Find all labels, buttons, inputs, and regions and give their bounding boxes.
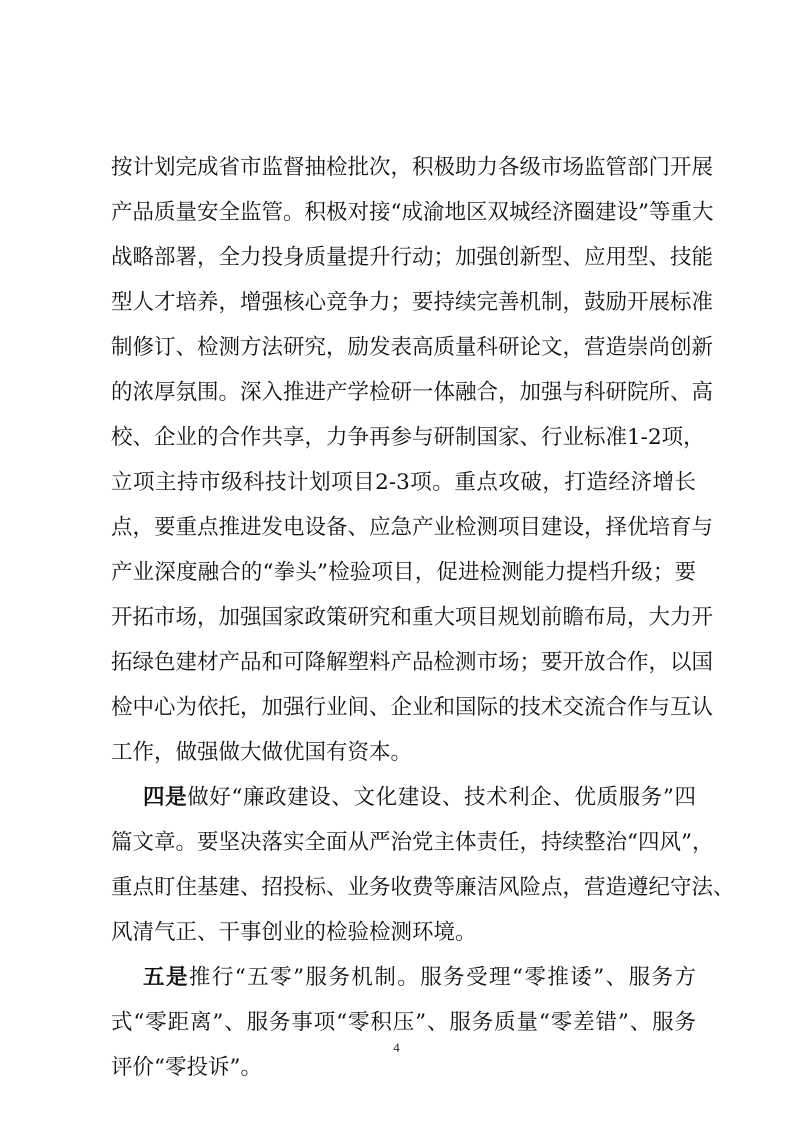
paragraph-line: 检中心为依托，加强行业间、企业和国际的技术交流合作与互认 bbox=[111, 695, 714, 720]
paragraph-line: 重点盯住基建、招投标、业务收费等廉洁风险点，营造遵纪守法、 bbox=[111, 875, 735, 900]
paragraph-line: 制修订、检测方法研究，励发表高质量科研论文，营造崇尚创新 bbox=[111, 335, 714, 360]
page-number: 4 bbox=[393, 1040, 400, 1055]
paragraph-lead: 五是 bbox=[143, 965, 189, 990]
paragraph-line: 按计划完成省市监督抽检批次，积极助力各级市场监管部门开展 bbox=[111, 155, 714, 180]
paragraph-line: 篇文章。要坚决落实全面从严治党主体责任，持续整治“四风”， bbox=[111, 830, 714, 855]
paragraph-line: 风清气正、干事创业的检验检测环境。 bbox=[111, 920, 477, 945]
paragraph-first-line bbox=[143, 960, 696, 996]
paragraph-line: 点，要重点推进发电设备、应急产业检测项目建设，择优培育与 bbox=[111, 515, 714, 540]
paragraph-line: 立项主持市级科技计划项目2-3项。重点攻破，打造经济增长 bbox=[111, 470, 696, 495]
paragraph-line: 工作，做强做大做优国有资本。 bbox=[111, 740, 413, 765]
paragraph-line: 产品质量安全监管。积极对接“成渝地区双城经济圈建设”等重大 bbox=[111, 200, 714, 225]
paragraph-line: 校、企业的合作共享，力争再参与研制国家、行业标准1-2项， bbox=[111, 425, 705, 450]
paragraph-line: 评价“零投诉”。 bbox=[111, 1055, 262, 1080]
paragraph-line: 式“零距离”、服务事项“零积压”、服务质量“零差错”、服务 bbox=[111, 1010, 696, 1035]
paragraph-line: 开拓市场，加强国家政策研究和重大项目规划前瞻布局，大力开 bbox=[111, 605, 714, 630]
paragraph-first-line-text: 做好“廉政建设、文化建设、技术利企、优质服务”四 bbox=[187, 785, 696, 810]
paragraph-first-line-text: 推行“五零”服务机制。服务受理“零推诿”、服务方 bbox=[188, 965, 696, 990]
paragraph-line: 产业深度融合的“拳头”检验项目，促进检测能力提档升级；要 bbox=[111, 560, 696, 585]
paragraph-line: 的浓厚氛围。深入推进产学检研一体融合，加强与科研院所、高 bbox=[111, 380, 714, 405]
paragraph-line: 战略部署，全力投身质量提升行动；加强创新型、应用型、技能 bbox=[111, 245, 714, 270]
paragraph-lead: 四是 bbox=[143, 785, 188, 810]
paragraph-line: 拓绿色建材产品和可降解塑料产品检测市场；要开放合作，以国 bbox=[111, 650, 714, 675]
paragraph-line: 型人才培养，增强核心竞争力；要持续完善机制，鼓励开展标准 bbox=[111, 290, 714, 315]
paragraph-first-line bbox=[143, 780, 696, 816]
